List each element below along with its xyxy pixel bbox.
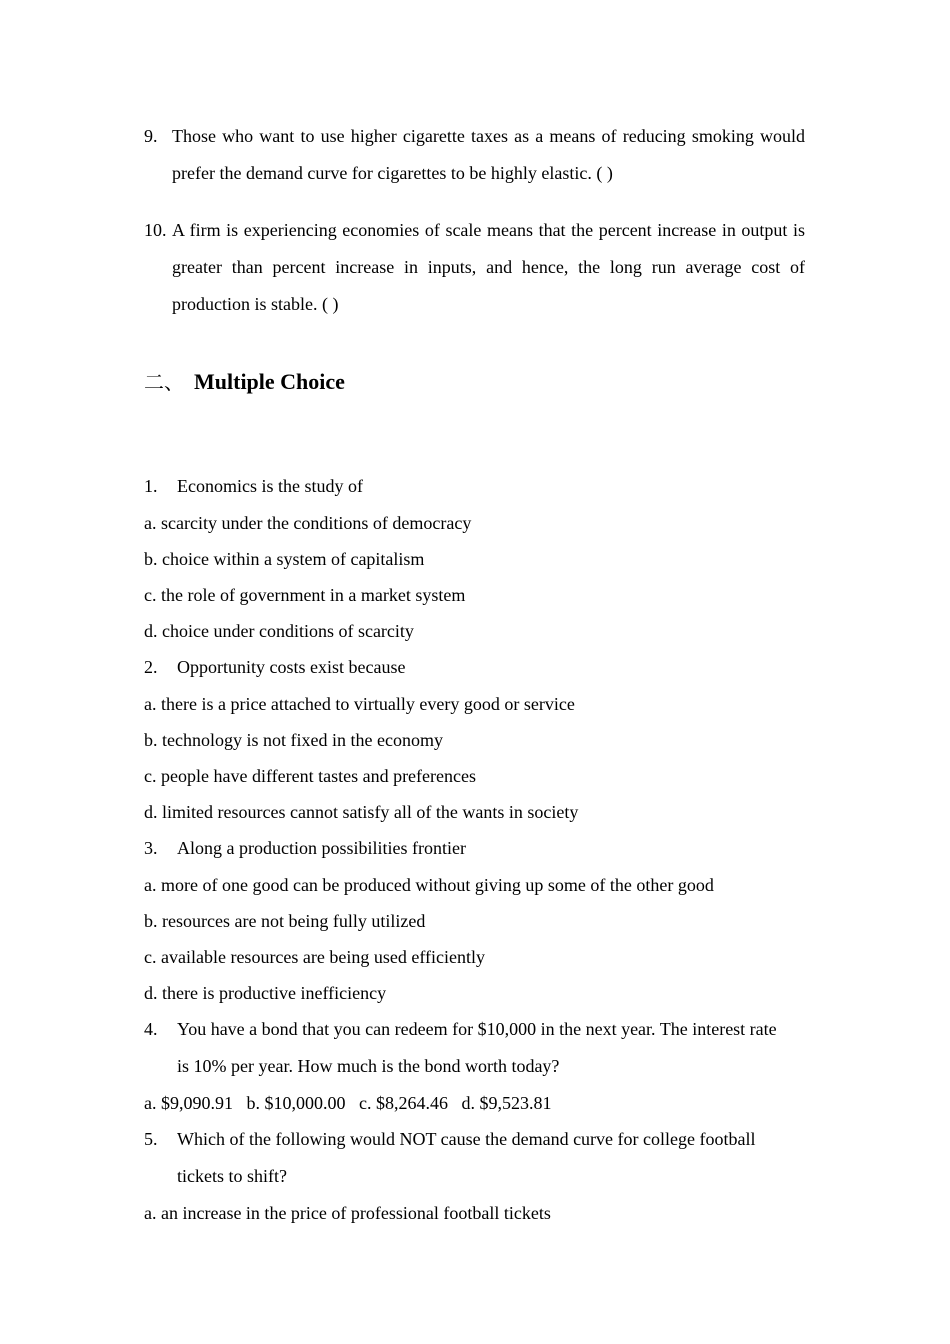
item-text: Those who want to use higher cigarette taxes as a means of reducing smoking would prefer the demand curve for cigarettes to be highly elastic. ( ) bbox=[172, 126, 805, 183]
question-text: Which of the following would NOT cause the demand curve for college football tickets to shift? bbox=[177, 1129, 756, 1186]
question-number: 4. bbox=[144, 1019, 158, 1039]
question-3 bbox=[144, 830, 805, 867]
question-number: 3. bbox=[144, 838, 158, 858]
option-b: b. choice within a system of capitalism bbox=[144, 549, 425, 569]
question-text: Opportunity costs exist because bbox=[177, 657, 406, 677]
option-d: d. limited resources cannot satisfy all of the wants in society bbox=[144, 802, 579, 822]
option-a: a. an increase in the price of professional football tickets bbox=[144, 1203, 551, 1223]
option-a: a. there is a price attached to virtually every good or service bbox=[144, 694, 575, 714]
question-text: You have a bond that you can redeem for $10,000 in the next year. The interest rate is 10% per year. How much is the bond worth today? bbox=[177, 1019, 777, 1076]
options-inline: a. $9,090.91 b. $10,000.00 c. $8,264.46 d. $9,523.81 bbox=[144, 1093, 552, 1113]
question-2 bbox=[144, 649, 805, 686]
item-number: 9. bbox=[144, 126, 158, 146]
question-number: 5. bbox=[144, 1129, 158, 1149]
option-b: b. technology is not fixed in the economy bbox=[144, 730, 443, 750]
option-c: c. the role of government in a market system bbox=[144, 585, 466, 605]
option-c: c. available resources are being used efficiently bbox=[144, 947, 486, 967]
section-number: 二、 bbox=[144, 370, 184, 394]
question-5 bbox=[144, 1121, 805, 1195]
question-number: 2. bbox=[144, 657, 158, 677]
multiple-choice-list bbox=[144, 468, 805, 1231]
section-heading bbox=[144, 364, 345, 400]
item-text: A firm is experiencing economies of scale means that the percent increase in output is greater than percent increase in inputs, and hence, the long run average cost of production is stable. ( ) bbox=[172, 220, 805, 314]
item-number: 10. bbox=[144, 220, 167, 240]
option-d: d. choice under conditions of scarcity bbox=[144, 621, 414, 641]
question-number: 1. bbox=[144, 476, 158, 496]
option-d: d. there is productive inefficiency bbox=[144, 983, 387, 1003]
section-title: Multiple Choice bbox=[194, 369, 345, 394]
true-false-item-10 bbox=[144, 212, 805, 323]
option-c: c. people have different tastes and preferences bbox=[144, 766, 476, 786]
option-b: b. resources are not being fully utilized bbox=[144, 911, 426, 931]
true-false-item-9 bbox=[144, 118, 805, 192]
question-1 bbox=[144, 468, 805, 505]
question-4 bbox=[144, 1011, 805, 1085]
option-a: a. scarcity under the conditions of democracy bbox=[144, 513, 472, 533]
question-text: Along a production possibilities frontier bbox=[177, 838, 466, 858]
option-a: a. more of one good can be produced without giving up some of the other good bbox=[144, 875, 714, 895]
question-text: Economics is the study of bbox=[177, 476, 363, 496]
